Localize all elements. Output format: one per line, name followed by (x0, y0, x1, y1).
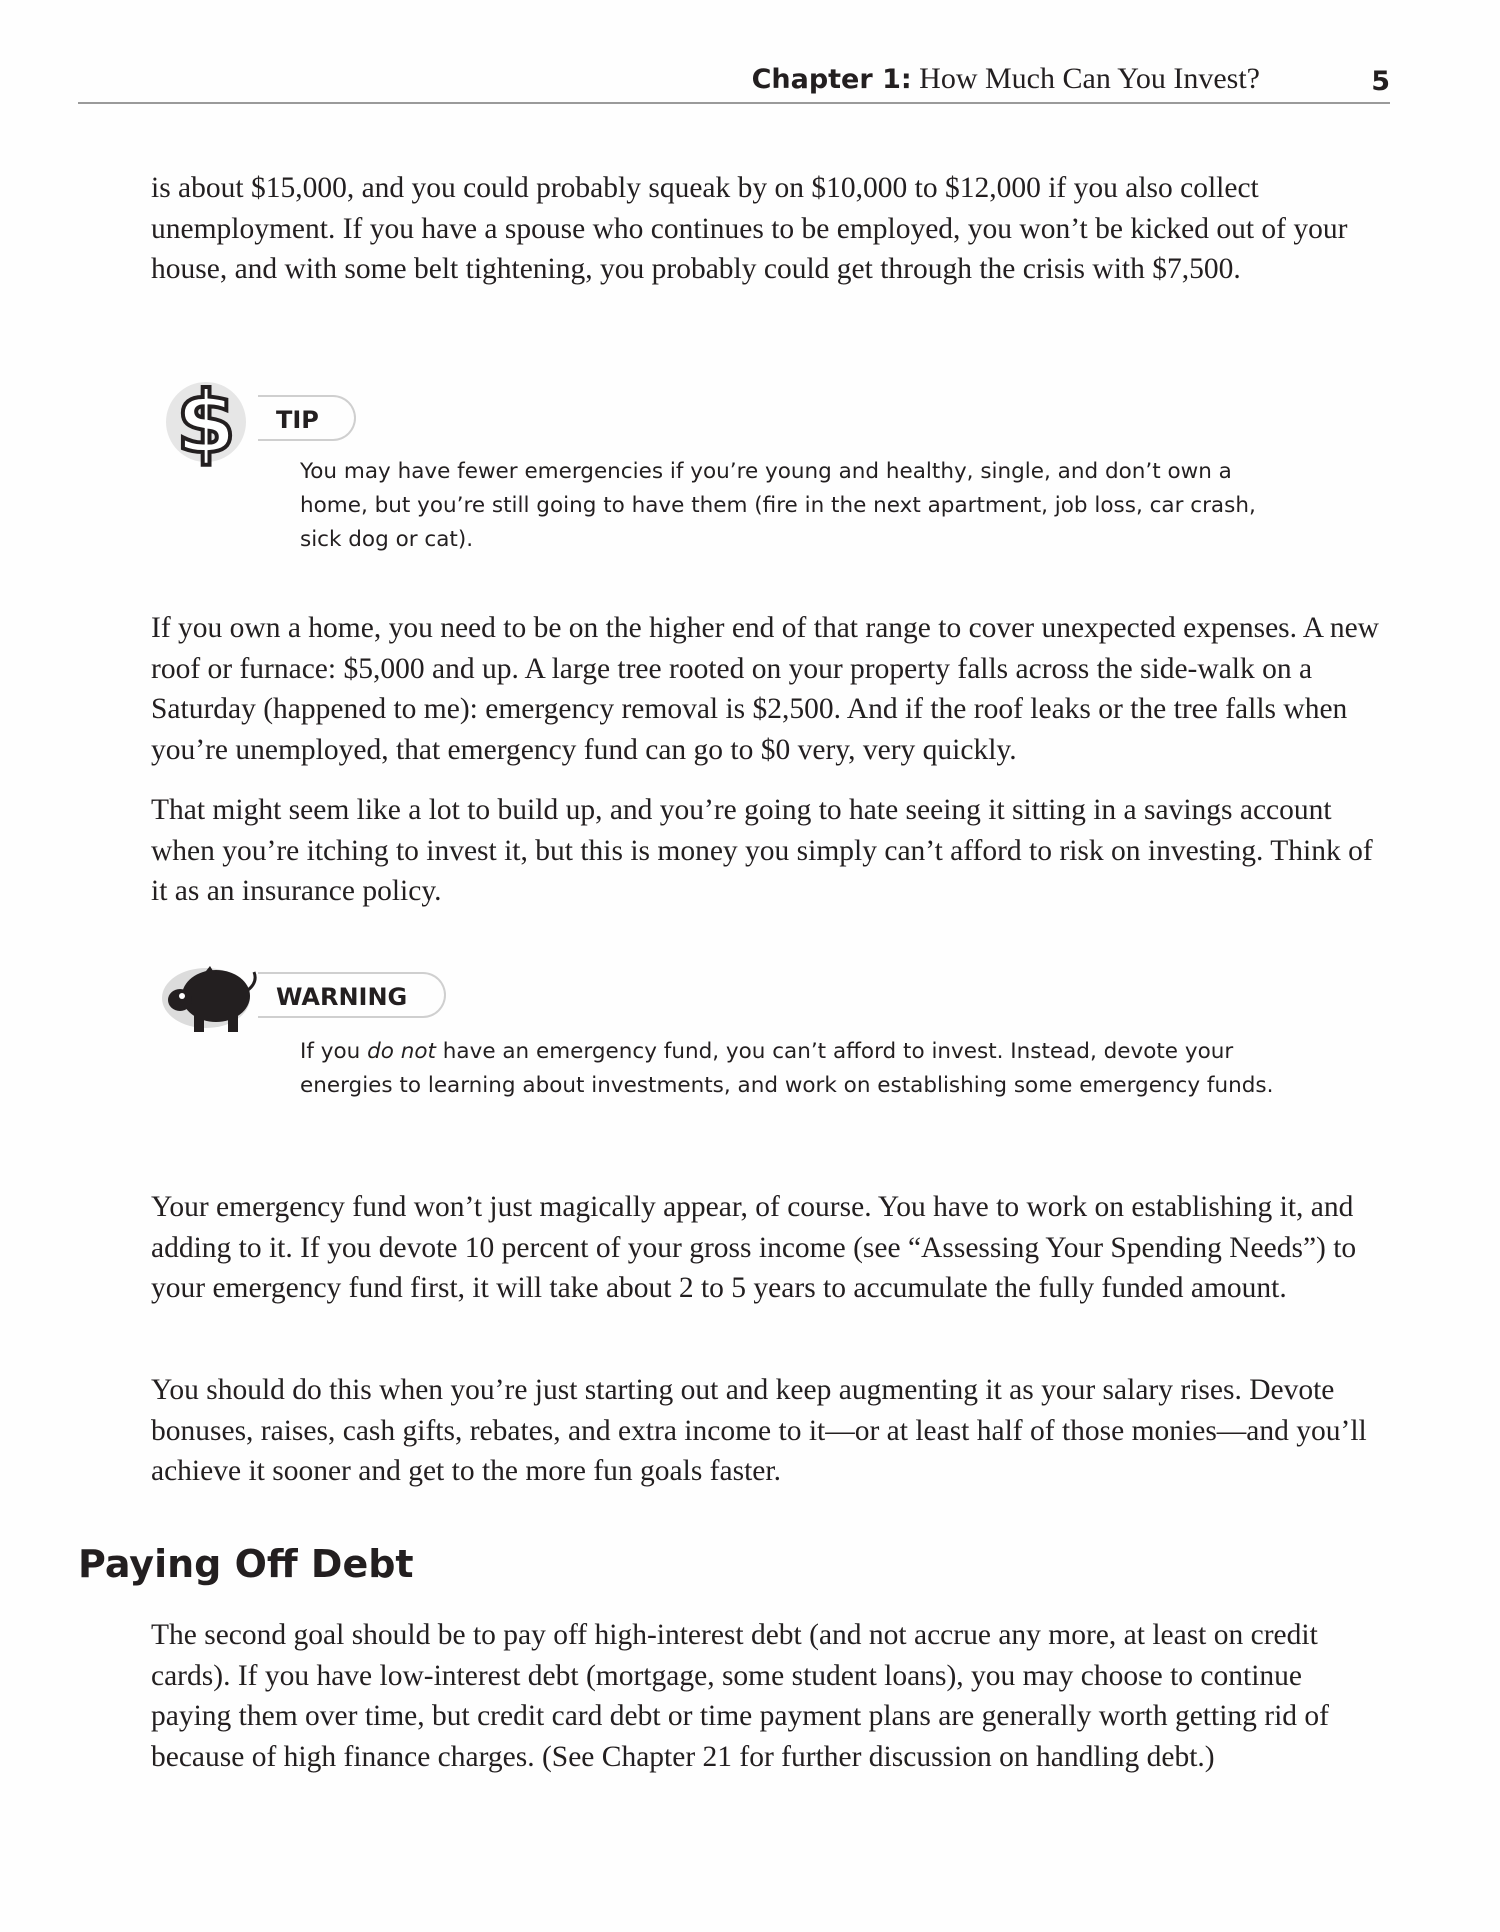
body-paragraph: If you own a home, you need to be on the higher end of that range to cover unexpected expenses. A new roof or furnace: $5,000 and up. A large tree rooted on your property falls across the side-walk on a Saturday (happened to me): emergency removal is $2,500. And if the roof leaks or the tree falls when you’re unemployed, that emergency fund can go to $0 very, very quickly. (151, 612, 1379, 766)
body-paragraph: is about $15,000, and you could probably squeak by on $10,000 to $12,000 if you also collect unemployment. If you have a spouse who continues to be employed, you won’t be kicked out of your house, and with some belt tightening, you probably could get through the crisis with $7,500. (151, 172, 1348, 285)
warning-text: If you do not have an emergency fund, you can’t afford to invest. Instead, devote your energies to learning about investments, and work on establishing some emergency funds. (300, 1039, 1274, 1098)
svg-text:$: $ (176, 378, 236, 470)
body-paragraph: You should do this when you’re just starting out and keep augmenting it as your salary rises. Devote bonuses, raises, cash gifts, rebates, and extra income to it—or at least half of those monies—and you’ll achieve it sooner and get to the more fun goals faster. (151, 1374, 1367, 1487)
dollar-sign-icon (160, 378, 260, 470)
tip-label: TIP (258, 395, 356, 441)
warning-label: WARNING (258, 972, 446, 1018)
tip-text: You may have fewer emergencies if you’re young and healthy, single, and don’t own a home, but you’re still going to have them (fire in the next apartment, job loss, car crash, sick dog or cat). (300, 459, 1256, 552)
running-header (78, 50, 1390, 104)
body-paragraph: Your emergency fund won’t just magically appear, of course. You have to work on establishing it, and adding to it. If you devote 10 percent of your gross income (see “Assessing Your Spending Needs”) to your emergency fund first, it will take about 2 to 5 years to accumulate the fully funded amount. (151, 1191, 1357, 1304)
piggy-bank-icon (158, 962, 268, 1042)
page-number: 5 (1371, 66, 1390, 97)
chapter-title: Chapter 1: How Much Can You Invest? (751, 62, 1260, 95)
warning-emphasis: do not (367, 1039, 436, 1064)
section-heading: Paying Off Debt (78, 1542, 414, 1586)
body-paragraph: The second goal should be to pay off high-interest debt (and not accrue any more, at least on credit cards). If you have low-interest debt (mortgage, some student loans), you may choose to continue paying them over time, but credit card debt or time payment plans are generally worth getting rid of because of high finance charges. (See Chapter 21 for further discussion on handling debt.) (151, 1619, 1329, 1773)
body-paragraph: That might seem like a lot to build up, and you’re going to hate seeing it sitting in a savings account when you’re itching to invest it, but this is money you simply can’t afford to risk on investing. Think of it as an insurance policy. (151, 794, 1373, 907)
